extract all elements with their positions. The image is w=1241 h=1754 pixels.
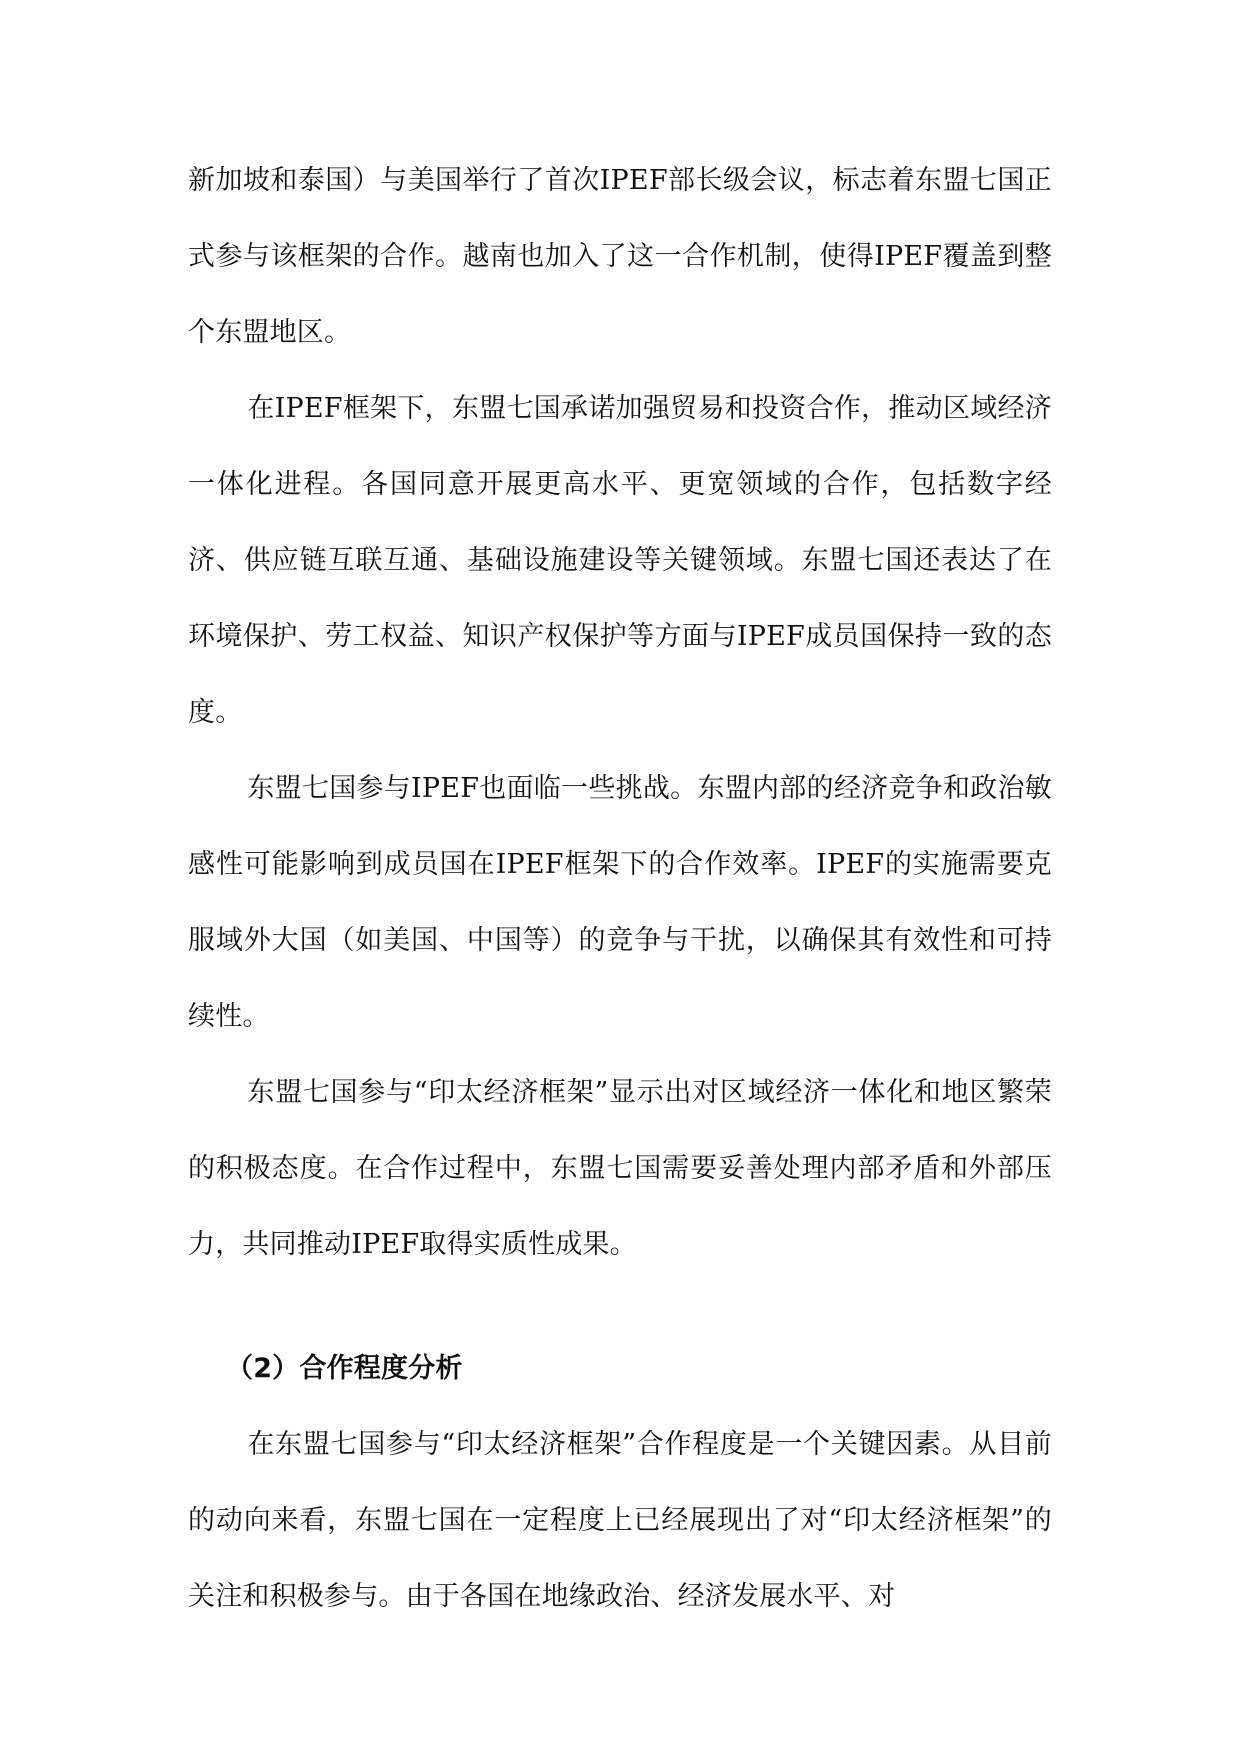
paragraph-conclusion: 东盟七国参与“印太经济框架”显示出对区域经济一体化和地区繁荣的积极态度。在合作过程中，东盟七国需要妥善处理内部矛盾和外部压力，共同推动IPEF取得实质性成果。 <box>188 1077 1052 1260</box>
paragraph-ipef-framework: 在IPEF框架下，东盟七国承诺加强贸易和投资合作，推动区域经济一体化进程。各国同意开展更高水平、更宽领域的合作，包括数字经济、供应链互联互通、基础设施建设等关键领域。东盟七国还表达了在环境保护、劳工权益、知识产权保护等方面与IPEF成员国保持一致的态度。 <box>188 393 1052 728</box>
paragraph-continuation: 新加坡和泰国）与美国举行了首次IPEF部长级会议，标志着东盟七国正式参与该框架的合作。越南也加入了这一合作机制，使得IPEF覆盖到整个东盟地区。 <box>188 165 1052 348</box>
section-heading: （2）合作程度分析 <box>226 1353 463 1384</box>
paragraph-challenges: 东盟七国参与IPEF也面临一些挑战。东盟内部的经济竞争和政治敏感性可能影响到成员国在IPEF框架下的合作效率。IPEF的实施需要克服域外大国（如美国、中国等）的竞争与干扰，以确保其有效性和可持续性。 <box>188 773 1052 1032</box>
section-spacer <box>188 1283 1052 1331</box>
document-body <box>188 143 1052 1635</box>
paragraph-cooperation-analysis: 在东盟七国参与“印太经济框架”合作程度是一个关键因素。从目前的动向来看，东盟七国在一定程度上已经展现出了对“印太经济框架”的关注和积极参与。由于各国在地缘政治、经济发展水平、对 <box>188 1429 1052 1612</box>
